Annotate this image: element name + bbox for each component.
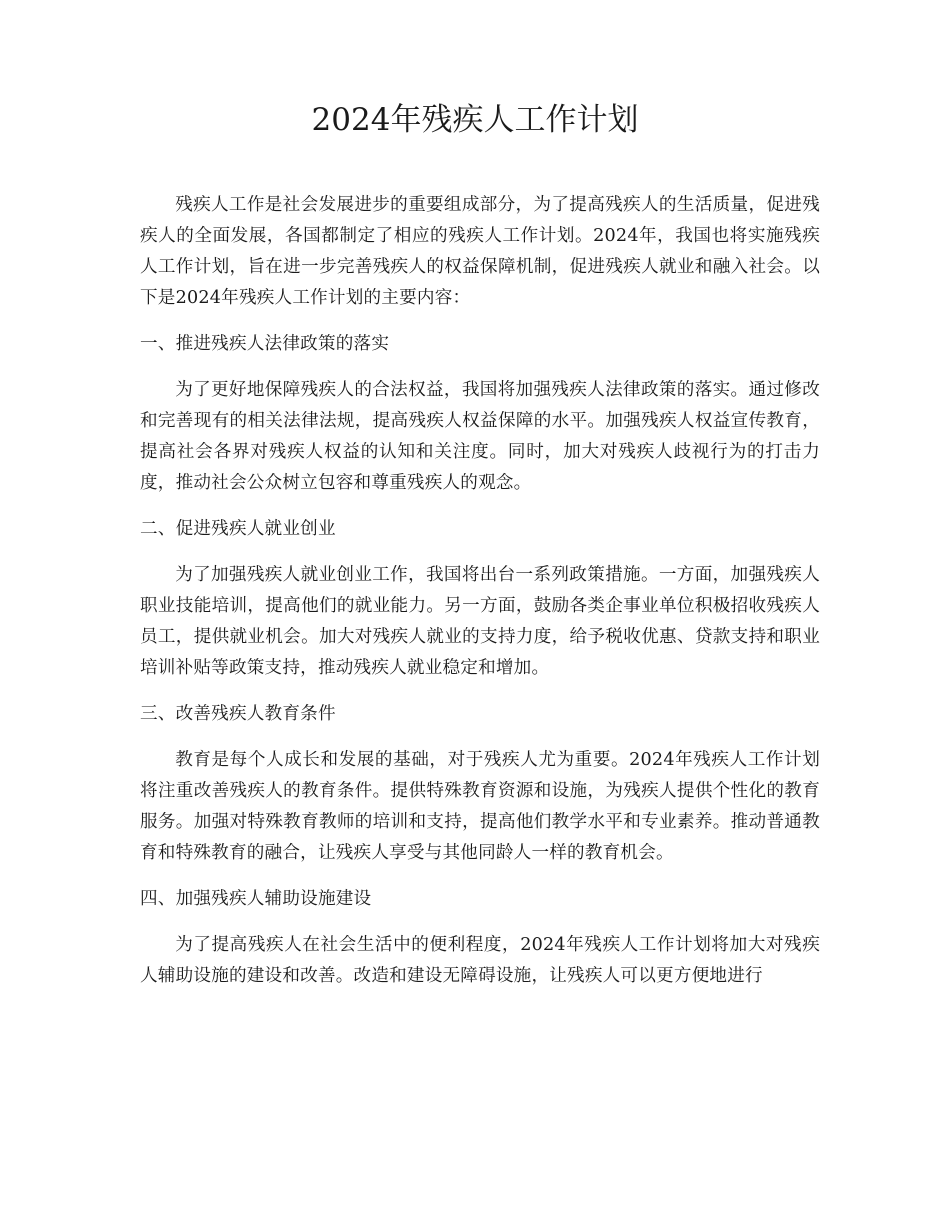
section-heading-4: 四、加强残疾人辅助设施建设 xyxy=(140,889,372,909)
intro-paragraph: 残疾人工作是社会发展进步的重要组成部分，为了提高残疾人的生活质量，促进残疾人的全面发展，各国都制定了相应的残疾人工作计划。2024年，我国也将实施残疾人工作计划，旨在进一步完善残疾人的权益保障机制，促进残疾人就业和融入社会。以下是2024年残疾人工作计划的主要内容： xyxy=(140,195,820,308)
section-paragraph-2: 为了加强残疾人就业创业工作，我国将出台一系列政策措施。一方面，加强残疾人职业技能培训，提高他们的就业能力。另一方面，鼓励各类企事业单位积极招收残疾人员工，提供就业机会。加大对残疾人就业的支持力度，给予税收优惠、贷款支持和职业培训补贴等政策支持，推动残疾人就业稳定和增加。 xyxy=(140,565,820,678)
section-paragraph-3: 教育是每个人成长和发展的基础，对于残疾人尤为重要。2024年残疾人工作计划将注重改善残疾人的教育条件。提供特殊教育资源和设施，为残疾人提供个性化的教育服务。加强对特殊教育教师的培训和支持，提高他们教学水平和专业素养。推动普通教育和特殊教育的融合，让残疾人享受与其他同龄人一样的教育机会。 xyxy=(140,750,820,863)
section-paragraph-4: 为了提高残疾人在社会生活中的便利程度，2024年残疾人工作计划将加大对残疾人辅助设施的建设和改善。改造和建设无障碍设施，让残疾人可以更方便地进行 xyxy=(140,935,820,986)
section-heading-1: 一、推进残疾人法律政策的落实 xyxy=(140,334,390,354)
section-heading-2: 二、促进残疾人就业创业 xyxy=(140,519,336,539)
section-heading-3: 三、改善残疾人教育条件 xyxy=(140,704,336,724)
document-title: 2024年残疾人工作计划 xyxy=(311,102,639,138)
section-paragraph-1: 为了更好地保障残疾人的合法权益，我国将加强残疾人法律政策的落实。通过修改和完善现有的相关法律法规，提高残疾人权益保障的水平。加强残疾人权益宣传教育，提高社会各界对残疾人权益的认知和关注度。同时，加大对残疾人歧视行为的打击力度，推动社会公众树立包容和尊重残疾人的观念。 xyxy=(140,380,820,493)
document-body xyxy=(140,190,820,1007)
